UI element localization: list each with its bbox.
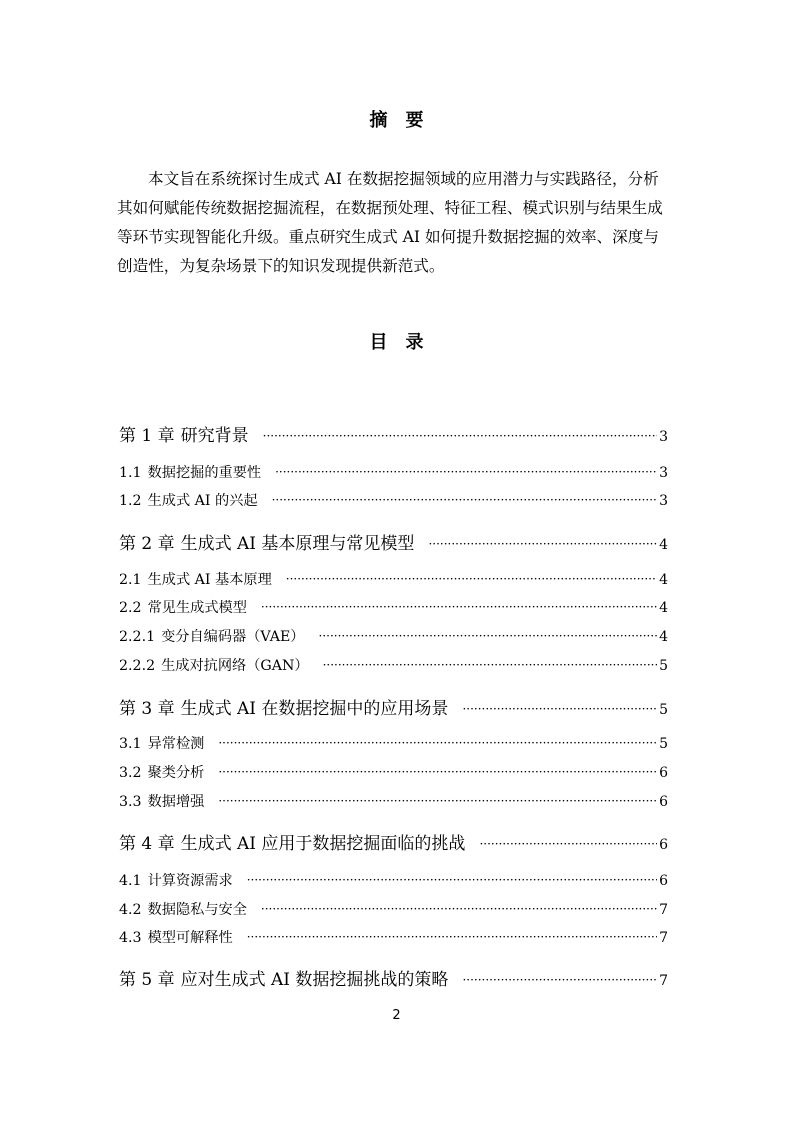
toc-entry-4-2[interactable] [119, 899, 668, 919]
toc-entry-title: 生成式 AI 基本原理 [147, 572, 272, 588]
toc-entry-title: 生成对抗网络（GAN） [161, 658, 309, 674]
toc-entry-chapter-2[interactable] [119, 529, 668, 554]
toc-entry-3-2[interactable] [119, 762, 668, 782]
toc-entry-number: 4.3 [119, 930, 142, 946]
toc-entry-page: 4 [659, 572, 668, 588]
toc-entry-page: 6 [659, 794, 668, 810]
toc-entry-number: 第 5 章 [119, 970, 175, 990]
toc-entry-title: 研究背景 [180, 426, 249, 446]
abstract-line: 创造性，为复杂场景下的知识发现提供新范式。 [117, 257, 445, 275]
toc-entry-chapter-5[interactable] [119, 965, 668, 990]
abstract-body [117, 165, 677, 281]
toc-entry-title: 异常检测 [147, 736, 205, 752]
toc-entry-number: 2.2 [119, 600, 142, 616]
toc-entry-4-1[interactable] [119, 870, 668, 890]
toc-entry-page: 3 [659, 493, 668, 509]
dot-leader [286, 572, 657, 586]
toc-entry-page: 3 [659, 465, 668, 481]
toc-entry-page: 6 [659, 765, 668, 781]
toc-heading [0, 328, 793, 354]
toc-entry-1-2[interactable] [119, 490, 668, 510]
toc-entry-number: 2.2.1 [119, 629, 156, 645]
toc-entry-chapter-1[interactable] [119, 421, 668, 446]
toc-entry-number: 3.3 [119, 794, 142, 810]
toc-entry-page: 6 [659, 837, 668, 853]
dot-leader [218, 794, 657, 808]
abstract-line: 本文旨在系统探讨生成式 AI 在数据挖掘领域的应用潜力与实践路径，分析 [148, 170, 659, 188]
dot-leader [323, 658, 657, 672]
toc-entry-page: 7 [659, 930, 668, 946]
abstract-line: 等环节实现智能化升级。重点研究生成式 AI 如何提升数据挖掘的效率、深度与 [117, 228, 659, 246]
abstract-line: 其如何赋能传统数据挖掘流程，在数据预处理、特征工程、模式识别与结果生成 [117, 199, 663, 217]
toc-entry-number: 3.1 [119, 736, 142, 752]
toc-entry-number: 第 4 章 [119, 834, 175, 854]
dot-leader [479, 837, 657, 851]
dot-leader [428, 537, 657, 551]
abstract-heading-char: 要 [405, 110, 424, 131]
dot-leader [319, 629, 658, 643]
dot-leader [275, 465, 657, 479]
toc-entry-page: 5 [659, 658, 668, 674]
toc-entry-number: 第 1 章 [119, 426, 175, 446]
toc-entry-number: 4.2 [119, 902, 142, 918]
toc-entry-title: 计算资源需求 [147, 873, 233, 889]
toc-entry-number: 4.1 [119, 873, 142, 889]
toc-entry-2-2[interactable] [119, 597, 668, 617]
toc-entry-1-1[interactable] [119, 462, 668, 482]
toc-entry-title: 数据隐私与安全 [147, 902, 247, 918]
toc-entry-3-3[interactable] [119, 791, 668, 811]
toc-entry-2-1[interactable] [119, 569, 668, 589]
toc-entry-title: 变分自编码器（VAE） [161, 629, 305, 645]
dot-leader [263, 429, 657, 443]
toc-entry-number: 3.2 [119, 765, 142, 781]
dot-leader [272, 493, 658, 507]
toc-entry-title: 应对生成式 AI 数据挖掘挑战的策略 [180, 970, 449, 990]
abstract-heading-char: 摘 [369, 110, 388, 131]
dot-leader [462, 702, 657, 716]
toc-entry-2-2-1[interactable] [119, 626, 668, 646]
toc-entry-number: 2.2.2 [119, 658, 156, 674]
toc-entry-page: 4 [659, 537, 668, 553]
toc-entry-title: 聚类分析 [147, 765, 205, 781]
toc-entry-chapter-3[interactable] [119, 694, 668, 719]
toc-entry-number: 2.1 [119, 572, 142, 588]
toc-entry-2-2-2[interactable] [119, 655, 668, 675]
dot-leader [218, 736, 657, 750]
abstract-heading [0, 106, 793, 132]
toc-entry-page: 7 [659, 973, 668, 989]
toc-heading-char: 录 [405, 332, 424, 353]
toc-entry-page: 6 [659, 873, 668, 889]
toc-entry-number: 1.1 [119, 465, 142, 481]
toc-entry-page: 4 [659, 629, 668, 645]
toc-entry-page: 5 [659, 702, 668, 718]
page-number: 2 [392, 1008, 401, 1023]
dot-leader [247, 930, 657, 944]
dot-leader [218, 765, 657, 779]
toc-entry-chapter-4[interactable] [119, 829, 668, 854]
toc-entry-title: 数据挖掘的重要性 [147, 465, 262, 481]
toc-entry-page: 7 [659, 902, 668, 918]
toc-heading-char: 目 [369, 332, 388, 353]
toc-entry-title: 生成式 AI 的兴起 [147, 493, 258, 509]
toc-entry-page: 3 [659, 429, 668, 445]
toc-entry-page: 5 [659, 736, 668, 752]
dot-leader [462, 973, 657, 987]
toc-entry-page: 4 [659, 600, 668, 616]
toc-entry-title: 数据增强 [147, 794, 205, 810]
toc-entry-3-1[interactable] [119, 733, 668, 753]
toc-entry-number: 第 2 章 [119, 534, 175, 554]
toc-entry-title: 生成式 AI 应用于数据挖掘面临的挑战 [180, 834, 466, 854]
toc-entry-number: 第 3 章 [119, 699, 175, 719]
toc-entry-title: 常见生成式模型 [147, 600, 247, 616]
dot-leader [261, 600, 657, 614]
dot-leader [247, 873, 657, 887]
toc-entry-4-3[interactable] [119, 927, 668, 947]
toc-entry-title: 生成式 AI 基本原理与常见模型 [180, 534, 415, 554]
toc-entry-title: 生成式 AI 在数据挖掘中的应用场景 [180, 699, 449, 719]
dot-leader [261, 902, 657, 916]
toc-entry-title: 模型可解释性 [147, 930, 233, 946]
toc-entry-number: 1.2 [119, 493, 142, 509]
